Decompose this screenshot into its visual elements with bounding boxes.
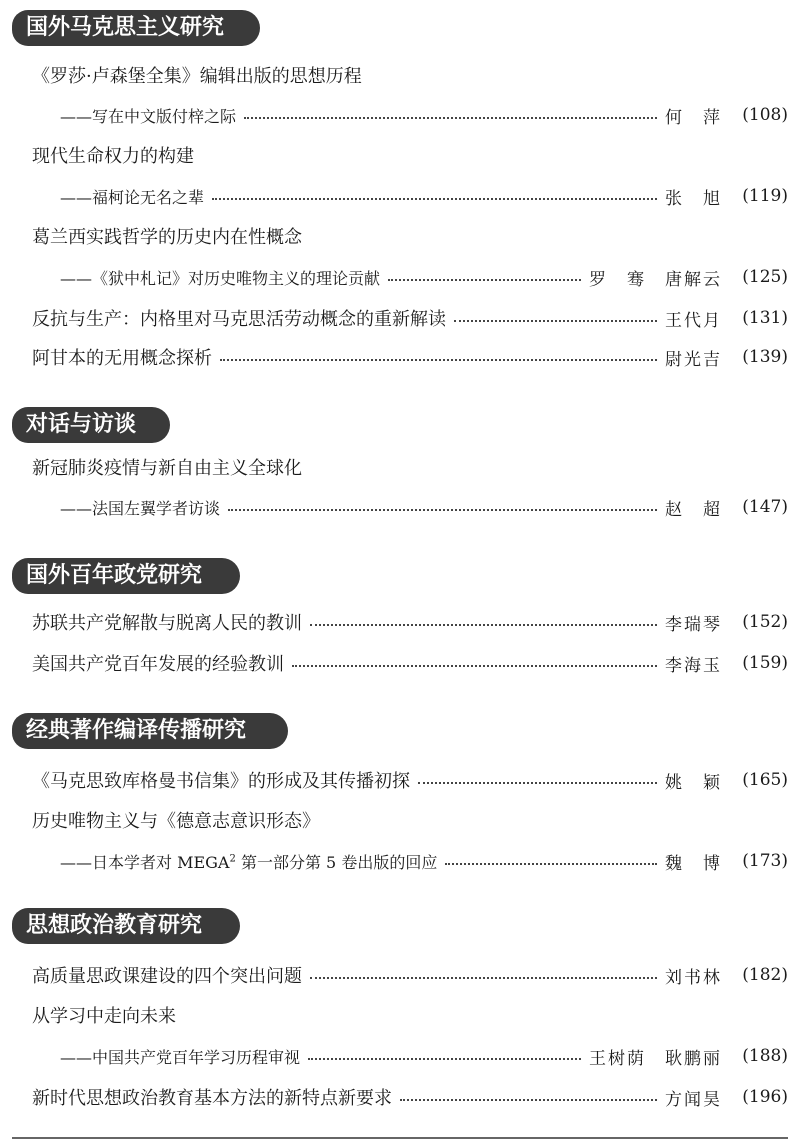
entry-page: (108): [742, 105, 788, 125]
entry-author: 李海玉: [665, 655, 722, 676]
leader-dots: [228, 509, 657, 511]
toc-entry-title[interactable]: [32, 140, 788, 170]
leader-dots: [292, 665, 657, 667]
entry-page: (196): [742, 1087, 788, 1107]
toc-entry-subtitle[interactable]: [60, 1041, 788, 1071]
section-header: 思想政治教育研究: [12, 908, 240, 944]
entry-subtitle: ——中国共产党百年学习历程审视: [60, 1047, 301, 1067]
toc-entry[interactable]: [32, 342, 788, 372]
entry-title: 现代生命权力的构建: [32, 146, 194, 167]
entry-title: 高质量思政课建设的四个突出问题: [32, 966, 302, 987]
leader-dots: [310, 624, 657, 626]
toc-entry-title[interactable]: [32, 452, 788, 482]
section-header: 国外百年政党研究: [12, 558, 240, 594]
entry-title: 从学习中走向未来: [32, 1006, 176, 1027]
entry-author: 赵 超: [665, 499, 722, 520]
entry-author: 李瑞琴: [665, 614, 722, 635]
entry-title: 葛兰西实践哲学的历史内在性概念: [32, 227, 302, 248]
subtitle-part: 第一部分第 5 卷出版的回应: [235, 852, 438, 872]
entry-subtitle: ——《狱中札记》对历史唯物主义的理论贡献: [60, 268, 381, 288]
entry-author: 尉光吉: [665, 349, 722, 370]
entry-page: (159): [742, 653, 788, 673]
entry-page: (152): [742, 612, 788, 632]
toc-entry[interactable]: [32, 648, 788, 678]
toc-entry-subtitle[interactable]: [60, 846, 788, 876]
entry-author: 魏 博: [665, 853, 722, 874]
leader-dots: [454, 320, 657, 322]
entry-title: 苏联共产党解散与脱离人民的教训: [32, 613, 302, 634]
entry-author: 罗 骞 唐解云: [589, 269, 722, 290]
toc-entry[interactable]: [32, 960, 788, 990]
entry-subtitle: ——法国左翼学者访谈: [60, 498, 221, 518]
entry-page: (131): [742, 308, 788, 328]
entry-title: 《罗莎·卢森堡全集》编辑出版的思想历程: [32, 66, 362, 87]
section-header: 国外马克思主义研究: [12, 10, 260, 46]
toc-entry-title[interactable]: [32, 60, 788, 90]
entry-title: 新冠肺炎疫情与新自由主义全球化: [32, 458, 302, 479]
toc-entry[interactable]: [32, 607, 788, 637]
entry-author: 方闻昊: [665, 1089, 722, 1110]
entry-subtitle: ——写在中文版付梓之际: [60, 106, 237, 126]
entry-author: 王代月: [665, 310, 722, 331]
entry-title: 历史唯物主义与《德意志意识形态》: [32, 811, 320, 832]
entry-page: (188): [742, 1046, 788, 1066]
toc-entry-subtitle[interactable]: [60, 262, 788, 292]
entry-title: 新时代思想政治教育基本方法的新特点新要求: [32, 1088, 392, 1109]
leader-dots: [220, 359, 657, 361]
toc-entry-title[interactable]: [32, 221, 788, 251]
leader-dots: [445, 863, 657, 865]
toc-entry[interactable]: [32, 1082, 788, 1112]
entry-page: (125): [742, 267, 788, 287]
leader-dots: [388, 279, 581, 281]
leader-dots: [400, 1099, 657, 1101]
leader-dots: [308, 1058, 581, 1060]
superscript: 2: [229, 853, 236, 865]
entry-title: 美国共产党百年发展的经验教训: [32, 654, 284, 675]
toc-entry[interactable]: [32, 765, 788, 795]
entry-author: 刘书林: [665, 967, 722, 988]
entry-page: (119): [742, 186, 788, 206]
subtitle-part: ——日本学者对 MEGA: [60, 852, 230, 872]
toc-entry-title[interactable]: [32, 805, 788, 835]
toc-entry[interactable]: [32, 303, 788, 333]
toc-entry-title[interactable]: [32, 1000, 788, 1030]
leader-dots: [212, 198, 657, 200]
entry-title: 《马克思致库格曼书信集》的形成及其传播初探: [32, 771, 410, 792]
toc-entry-subtitle[interactable]: [60, 100, 788, 130]
leader-dots: [244, 117, 657, 119]
entry-subtitle: [60, 850, 437, 873]
entry-author: 张 旭: [665, 188, 722, 209]
entry-subtitle: ——福柯论无名之辈: [60, 187, 205, 207]
entry-page: (173): [742, 851, 788, 871]
leader-dots: [418, 782, 657, 784]
entry-page: (147): [742, 497, 788, 517]
entry-title: 反抗与生产：内格里对马克思活劳动概念的重新解读: [32, 309, 446, 330]
toc-entry-subtitle[interactable]: [60, 181, 788, 211]
toc-entry-subtitle[interactable]: [60, 492, 788, 522]
entry-author: 姚 颖: [665, 772, 722, 793]
section-header: 对话与访谈: [12, 407, 170, 443]
entry-page: (182): [742, 965, 788, 985]
entry-page: (165): [742, 770, 788, 790]
entry-title: 阿甘本的无用概念探析: [32, 348, 212, 369]
entry-author: 王树荫 耿鹏丽: [589, 1048, 722, 1069]
entry-page: (139): [742, 347, 788, 367]
leader-dots: [310, 977, 657, 979]
entry-author: 何 萍: [665, 107, 722, 128]
section-header: 经典著作编译传播研究: [12, 713, 288, 749]
bottom-rule: [12, 1137, 788, 1139]
